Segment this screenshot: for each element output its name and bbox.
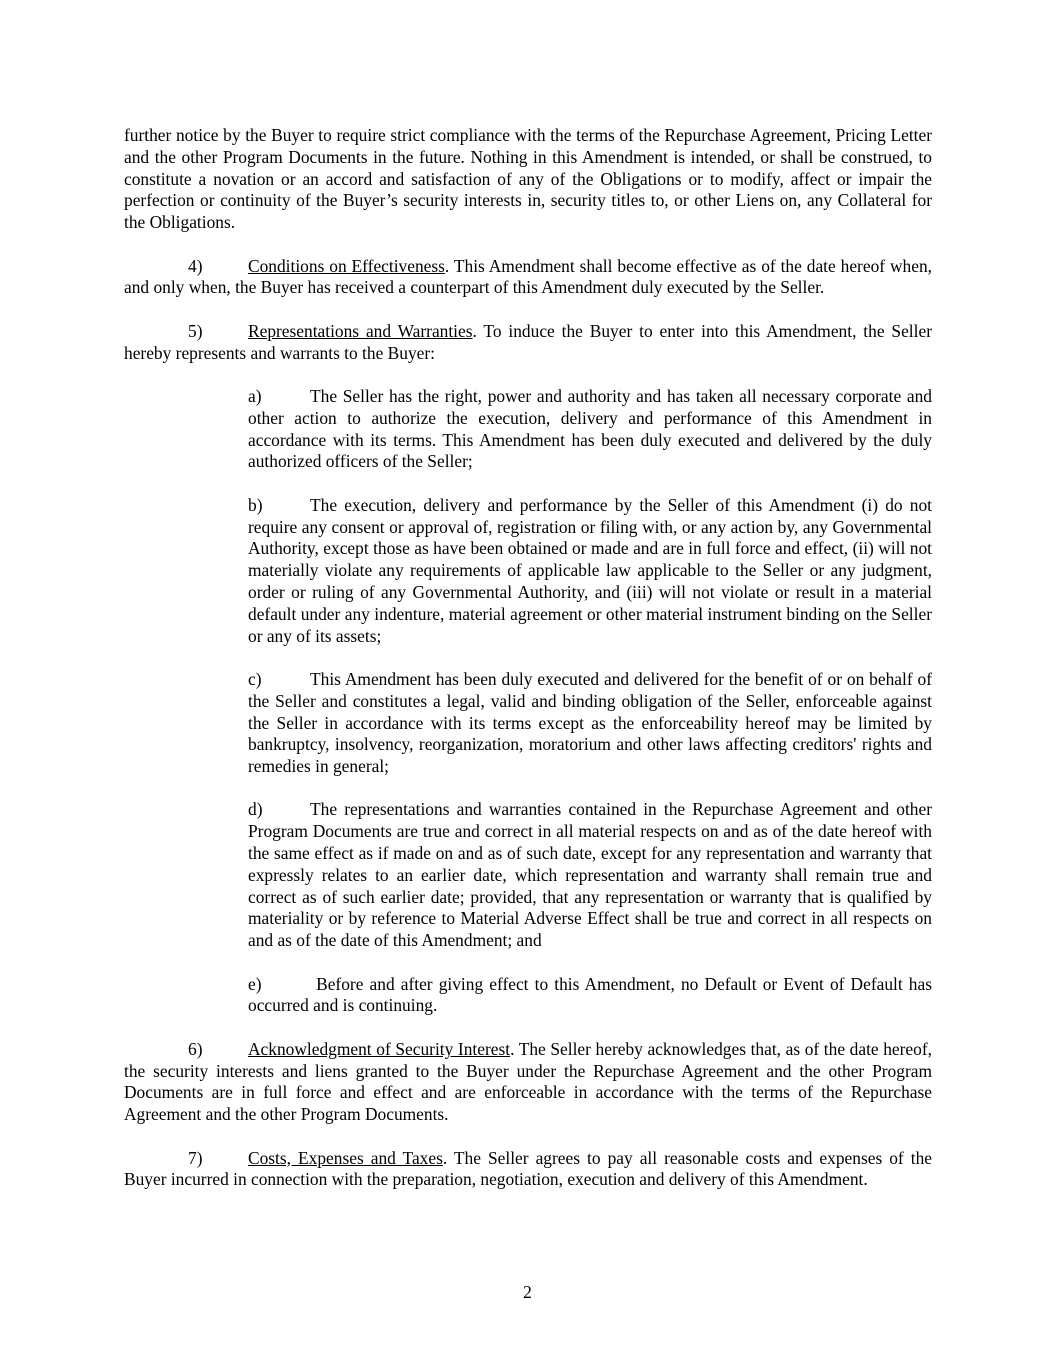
- section-number: 7): [188, 1147, 203, 1168]
- subitem-letter: d): [248, 799, 263, 820]
- subitem-letter: e): [248, 973, 262, 994]
- document-page: [124, 125, 932, 1213]
- subitem-b: [248, 495, 932, 648]
- subitem-c: [248, 669, 932, 778]
- section-text: . The Seller agrees to pay all reasonable costs and expenses of the Buyer incurred in connection with the preparation, negotiation, execution and delivery of this Amendment.: [124, 1147, 932, 1190]
- section-heading: Conditions on Effectiveness: [248, 255, 445, 276]
- section-text: . This Amendment shall become effective as of the date hereof when, and only when, the Buyer has received a counterpart of this Amendment duly executed by the Seller.: [124, 255, 932, 298]
- section-text: . The Seller hereby acknowledges that, as of the date hereof, the security interests and liens granted to the Buyer under the Repurchase Agreement and the other Program Documents are in full force and effect and are enforceable in accordance with the terms of the Repurchase Agreement and the other Program Documents.: [124, 1038, 932, 1125]
- subitem-text: The execution, delivery and performance by the Seller of this Amendment (i) do not require any consent or approval of, registration or filing with, or any action by, any Governmental Authority, except those as have been obtained or made and are in full force and effect, (ii) will not materially violate any requirements of applicable law applicable to the Seller or any judgment, order or ruling of any Governmental Authority, and (iii) will not violate or result in a material default under any indenture, material agreement or other material instrument binding on the Seller or any of its assets;: [248, 494, 932, 646]
- intro-paragraph: further notice by the Buyer to require strict compliance with the terms of the Repurchase Agreement, Pricing Letter and the other Program Documents in the future. Nothing in this Amendment is intended, or shall be construed, to constitute a novation or an accord and satisfaction of any of the Obligations or to modify, affect or impair the perfection or continuity of the Buyer’s security interests in, security titles to, or other Liens on, any Collateral for the Obligations.: [124, 125, 932, 233]
- subitem-letter: a): [248, 385, 262, 406]
- section-text: . To induce the Buyer to enter into this Amendment, the Seller hereby represents and warrants to the Buyer:: [124, 320, 932, 363]
- section-number: 4): [188, 255, 203, 276]
- section-heading: Costs, Expenses and Taxes: [248, 1147, 443, 1168]
- subitem-text: This Amendment has been duly executed and delivered for the benefit of or on behalf of the Seller and constitutes a legal, valid and binding obligation of the Seller, enforceable against the Seller in accordance with its terms except as the enforceability hereof may be limited by bankruptcy, insolvency, reorganization, moratorium and other laws affecting creditors' rights and remedies in general;: [248, 668, 932, 777]
- subitem-e: [248, 974, 932, 1018]
- section-6: [124, 1039, 932, 1126]
- subitem-d: [248, 799, 932, 952]
- subitem-text: The representations and warranties contained in the Repurchase Agreement and other Program Documents are true and correct in all material respects on and as of the date hereof with the same effect as if made on and as of such date, except for any representation and warranty that expressly relates to an earlier date, which representation and warranty shall remain true and correct as of such earlier date; provided, that any representation or warranty that is qualified by materiality or by reference to Material Adverse Effect shall be true and correct in all respects on and as of the date of this Amendment; and: [248, 799, 932, 951]
- section-number: 5): [188, 320, 203, 341]
- subitem-text: The Seller has the right, power and authority and has taken all necessary corporate and other action to authorize the execution, delivery and performance of this Amendment in accordance with its terms. This Amendment has been duly executed and delivered by the duly authorized officers of the Seller;: [248, 385, 932, 472]
- subitem-letter: b): [248, 494, 263, 515]
- subitem-a: [248, 386, 932, 473]
- section-heading: Representations and Warranties: [248, 320, 473, 341]
- page-number: 2: [523, 1282, 532, 1302]
- section-4: [124, 256, 932, 300]
- section-heading: Acknowledgment of Security Interest: [248, 1038, 511, 1059]
- section-7: [124, 1148, 932, 1192]
- section-5: [124, 321, 932, 365]
- section-number: 6): [188, 1038, 203, 1059]
- subitem-text: Before and after giving effect to this Amendment, no Default or Event of Default has occurred and is continuing.: [248, 973, 932, 1016]
- subitem-letter: c): [248, 668, 262, 689]
